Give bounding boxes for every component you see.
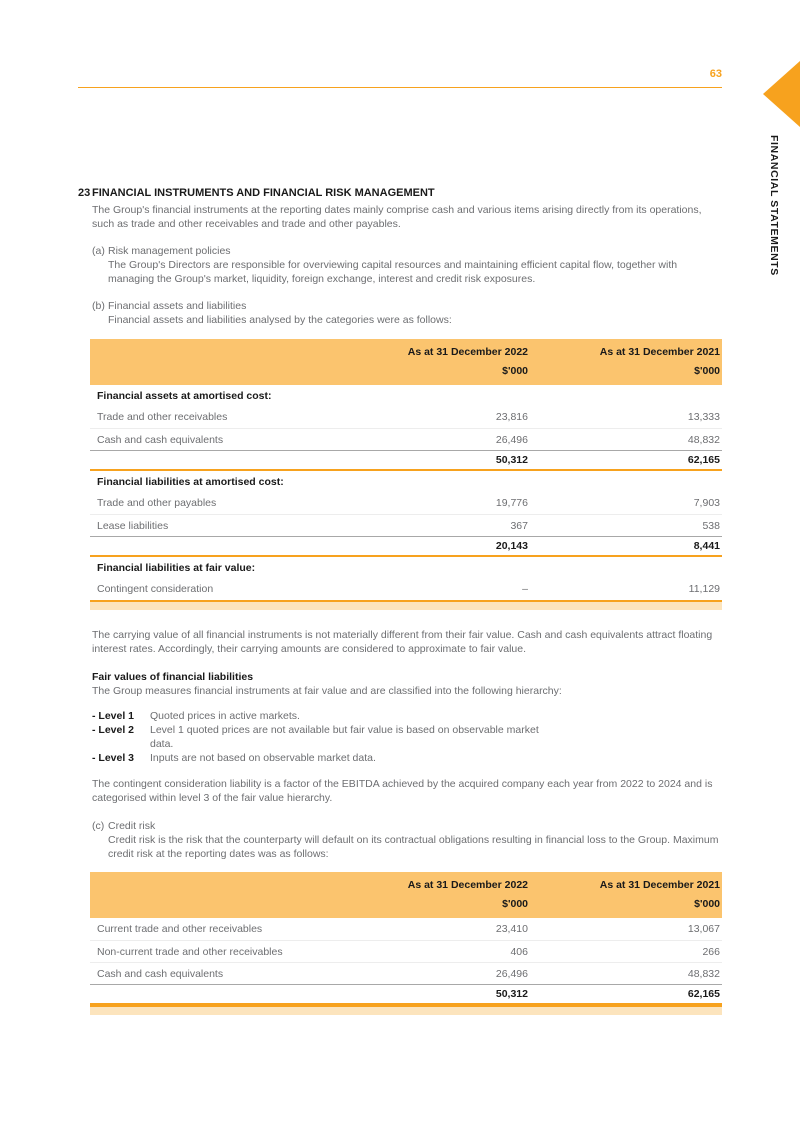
header-rule [78, 87, 722, 88]
table-total-row [90, 450, 722, 471]
level-2-description: Level 1 quoted prices are not available but fair value is based on observable market data. [150, 724, 539, 750]
row-label: Non-current trade and other receivables [97, 945, 283, 958]
row-label: Cash and cash equivalents [97, 967, 224, 980]
subsection-c-label: (c) [92, 820, 105, 832]
total-value-2022: 50,312 [495, 454, 528, 466]
table-footer-band [90, 600, 722, 610]
total-value-2022: 20,143 [495, 540, 528, 552]
row-value-2021: 266 [702, 945, 720, 958]
total-value-2021: 8,441 [693, 540, 720, 552]
table1-header-spacer [90, 346, 330, 377]
table1-header-2021 [530, 346, 722, 377]
row-value-2021: 48,832 [687, 967, 720, 980]
column-unit-2021: $'000 [694, 898, 720, 910]
row-label: Lease liabilities [97, 519, 169, 532]
table-total-row [90, 536, 722, 557]
group-header-label: Financial liabilities at amortised cost: [97, 475, 284, 488]
row-value-2021: 7,903 [693, 497, 720, 509]
table2-header-2022 [330, 879, 530, 910]
subsection-b-body: Financial assets and liabilities analysed by the categories were as follows: [108, 314, 452, 326]
contingent-consideration-paragraph: The contingent consideration liability is a factor of the EBITDA achieved by the acquired company each year from 2022 to 2024 and is categorised within level 3 of the fair value hierarchy. [92, 778, 713, 804]
row-label: Contingent consideration [97, 583, 214, 595]
table2-header-spacer [90, 879, 330, 910]
credit-risk-table [90, 872, 722, 1015]
table1-header-2022 [330, 346, 530, 377]
table2-header [90, 872, 722, 918]
subsection-c-title: Credit risk [108, 820, 156, 832]
level-1-description: Quoted prices in active markets. [150, 710, 300, 722]
section-intro-paragraph: The Group's financial instruments at the reporting dates mainly comprise cash and various items arising directly from its operations, such as trade and other receivables and trade and other payables. [92, 204, 702, 230]
page-content [78, 186, 722, 1015]
table-row [90, 514, 722, 536]
sidebar-section-label: FINANCIAL STATEMENTS [768, 135, 780, 276]
column-header-2021: As at 31 December 2021 [599, 346, 720, 358]
column-header-2022: As at 31 December 2022 [407, 346, 528, 358]
column-header-2021: As at 31 December 2021 [599, 879, 720, 891]
subsection-c-body: Credit risk is the risk that the counterparty will default on its contractual obligations resulting in financial loss to the Group. Maximum credit risk at the reporting dates was as follows: [108, 834, 719, 860]
table-row [90, 428, 722, 450]
row-value-2021: 13,333 [687, 411, 720, 423]
total-value-2021: 62,165 [687, 988, 720, 1000]
level-3-label: - Level 3 [92, 752, 135, 764]
row-label: Cash and cash equivalents [97, 433, 224, 446]
level-3-description: Inputs are not based on observable market data. [150, 752, 376, 764]
table-row [90, 406, 722, 428]
corner-arrow-icon [763, 61, 800, 127]
row-label: Trade and other payables [97, 497, 217, 509]
group-header-label: Financial assets at amortised cost: [97, 389, 272, 402]
subsection-b-title: Financial assets and liabilities [108, 300, 247, 312]
level-3-item [92, 751, 722, 765]
column-header-2022: As at 31 December 2022 [407, 879, 528, 891]
table-group-header [90, 557, 722, 578]
row-label: Trade and other receivables [97, 411, 228, 423]
subsection-credit-risk [92, 819, 722, 861]
financial-assets-liabilities-table [90, 339, 722, 610]
column-unit-2022: $'000 [502, 898, 528, 910]
row-value-2022: 23,410 [495, 923, 528, 935]
section-number: 23 [78, 187, 91, 199]
subsection-financial-assets [92, 299, 722, 327]
row-value-2022: 367 [510, 519, 528, 532]
fair-values-heading: Fair values of financial liabilities [92, 671, 254, 683]
total-value-2022: 50,312 [495, 988, 528, 1000]
table-row [90, 492, 722, 514]
row-value-2022: 406 [510, 945, 528, 958]
fair-value-hierarchy-list [92, 709, 722, 765]
fair-values-intro: The Group measures financial instruments at fair value and are classified into the following hierarchy: [92, 685, 562, 697]
table-row [90, 918, 722, 940]
column-unit-2021: $'000 [694, 365, 720, 377]
subsection-b-label: (b) [92, 300, 105, 312]
page-number: 63 [709, 68, 722, 80]
subsection-risk-management [92, 244, 722, 286]
subsection-a-title: Risk management policies [108, 245, 231, 257]
total-value-2021: 62,165 [687, 454, 720, 466]
section-heading [78, 186, 722, 201]
subsection-a-body: The Group's Directors are responsible for overviewing capital resources and maintaining efficient capital flow, together with managing the Group's market, liquidity, foreign exchange, interest and credit risk exposures. [108, 259, 678, 285]
row-value-2022: 26,496 [495, 433, 528, 446]
row-value-2021: 13,067 [687, 923, 720, 935]
level-1-label: - Level 1 [92, 710, 135, 722]
row-value-2021: 48,832 [687, 433, 720, 446]
table-row [90, 578, 722, 600]
row-value-2022: – [522, 583, 528, 595]
section-title: FINANCIAL INSTRUMENTS AND FINANCIAL RISK MANAGEMENT [92, 187, 435, 199]
level-2-item [92, 723, 722, 751]
table-row [90, 940, 722, 962]
row-value-2021: 538 [702, 519, 720, 532]
column-unit-2022: $'000 [502, 365, 528, 377]
table-total-row [90, 984, 722, 1005]
row-value-2022: 23,816 [495, 411, 528, 423]
table-footer-band [90, 1005, 722, 1015]
carrying-value-paragraph: The carrying value of all financial instruments is not materially different from their fair value. Cash and cash equivalents attract floating interest rates. Accordingly, their carrying amounts are considered to approximate to fair value. [92, 629, 713, 655]
group-header-label: Financial liabilities at fair value: [97, 561, 256, 574]
table-group-header [90, 385, 722, 406]
table1-header [90, 339, 722, 385]
level-2-label: - Level 2 [92, 724, 135, 736]
table2-header-2021 [530, 879, 722, 910]
subsection-a-label: (a) [92, 245, 105, 257]
row-value-2022: 19,776 [495, 497, 528, 509]
row-value-2021: 11,129 [688, 583, 720, 595]
level-1-item [92, 709, 722, 723]
table-row [90, 962, 722, 984]
row-value-2022: 26,496 [495, 967, 528, 980]
row-label: Current trade and other receivables [97, 923, 263, 935]
table-group-header [90, 471, 722, 492]
